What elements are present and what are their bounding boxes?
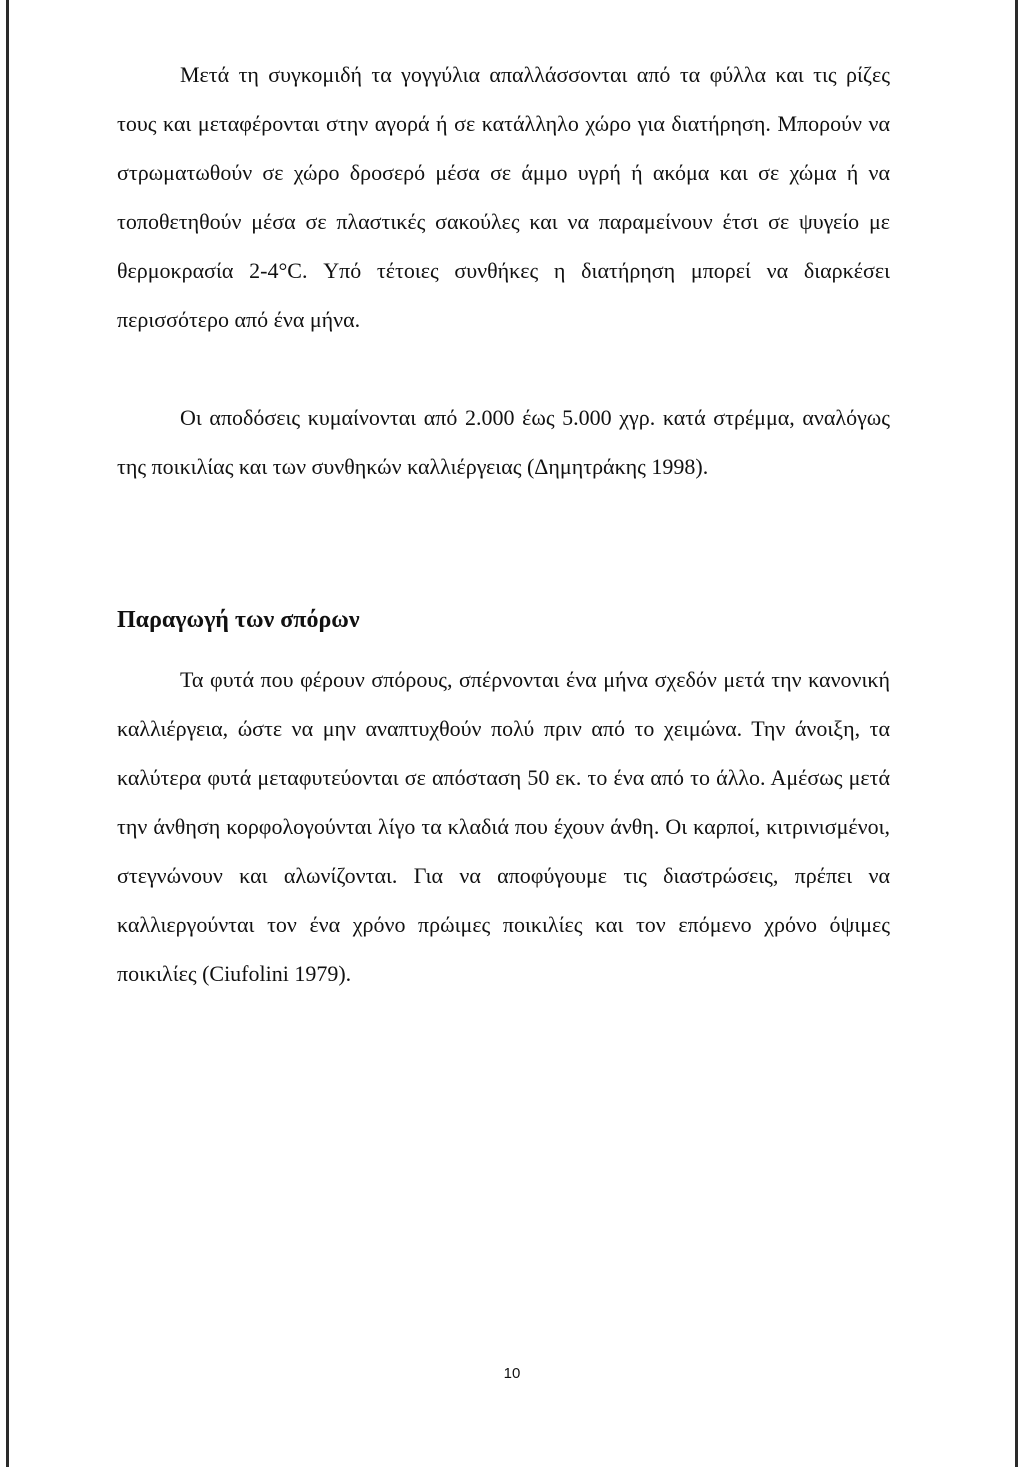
paragraph-yields: Οι αποδόσεις κυμαίνονται από 2.000 έως 5.000 χγρ. κατά στρέμμα, αναλόγως της ποικιλίας και των συνθηκών καλλιέργειας (Δημητράκης 1998). bbox=[117, 405, 890, 479]
paragraph-storage: Μετά τη συγκομιδή τα γογγύλια απαλλάσσονται από τα φύλλα και τις ρίζες τους και μεταφέρονται στην αγορά ή σε κατάλληλο χώρο για διατήρηση. Μπορούν να στρωματωθούν σε χώρο δροσερό μέσα σε άμμο υγρή ή ακόμα και σε χώμα ή να τοποθετηθούν μέσα σε πλαστικές σακούλες και να παραμείνουν έτσι σε ψυγείο με θερμοκρασία 2-4°C. Υπό τέτοιες συνθήκες η διατήρηση μπορεί να διαρκέσει περισσότερο από ένα μήνα. bbox=[117, 62, 890, 332]
page-number: 10 bbox=[503, 1365, 521, 1382]
paragraph-seed-production: Τα φυτά που φέρουν σπόρους, σπέρνονται ένα μήνα σχεδόν μετά την κανονική καλλιέργεια, ώστε να μην αναπτυχθούν πολύ πριν από το χειμώνα. Την άνοιξη, τα καλύτερα φυτά μεταφυτεύονται σε απόσταση 50 εκ. το ένα από το άλλο. Αμέσως μετά την άνθηση κορφολογούνται λίγο τα κλαδιά που έχουν άνθη. Οι καρποί, κιτρινισμένοι, στεγνώνουν και αλωνίζονται. Για να αποφύγουμε τις διαστρώσεις, πρέπει να καλλιεργούνται τον ένα χρόνο πρώιμες ποικιλίες και τον επόμενο χρόνο όψιμες ποικιλίες (Ciufolini 1979). bbox=[117, 667, 890, 986]
section-heading: Παραγωγή των σπόρων bbox=[117, 607, 360, 633]
